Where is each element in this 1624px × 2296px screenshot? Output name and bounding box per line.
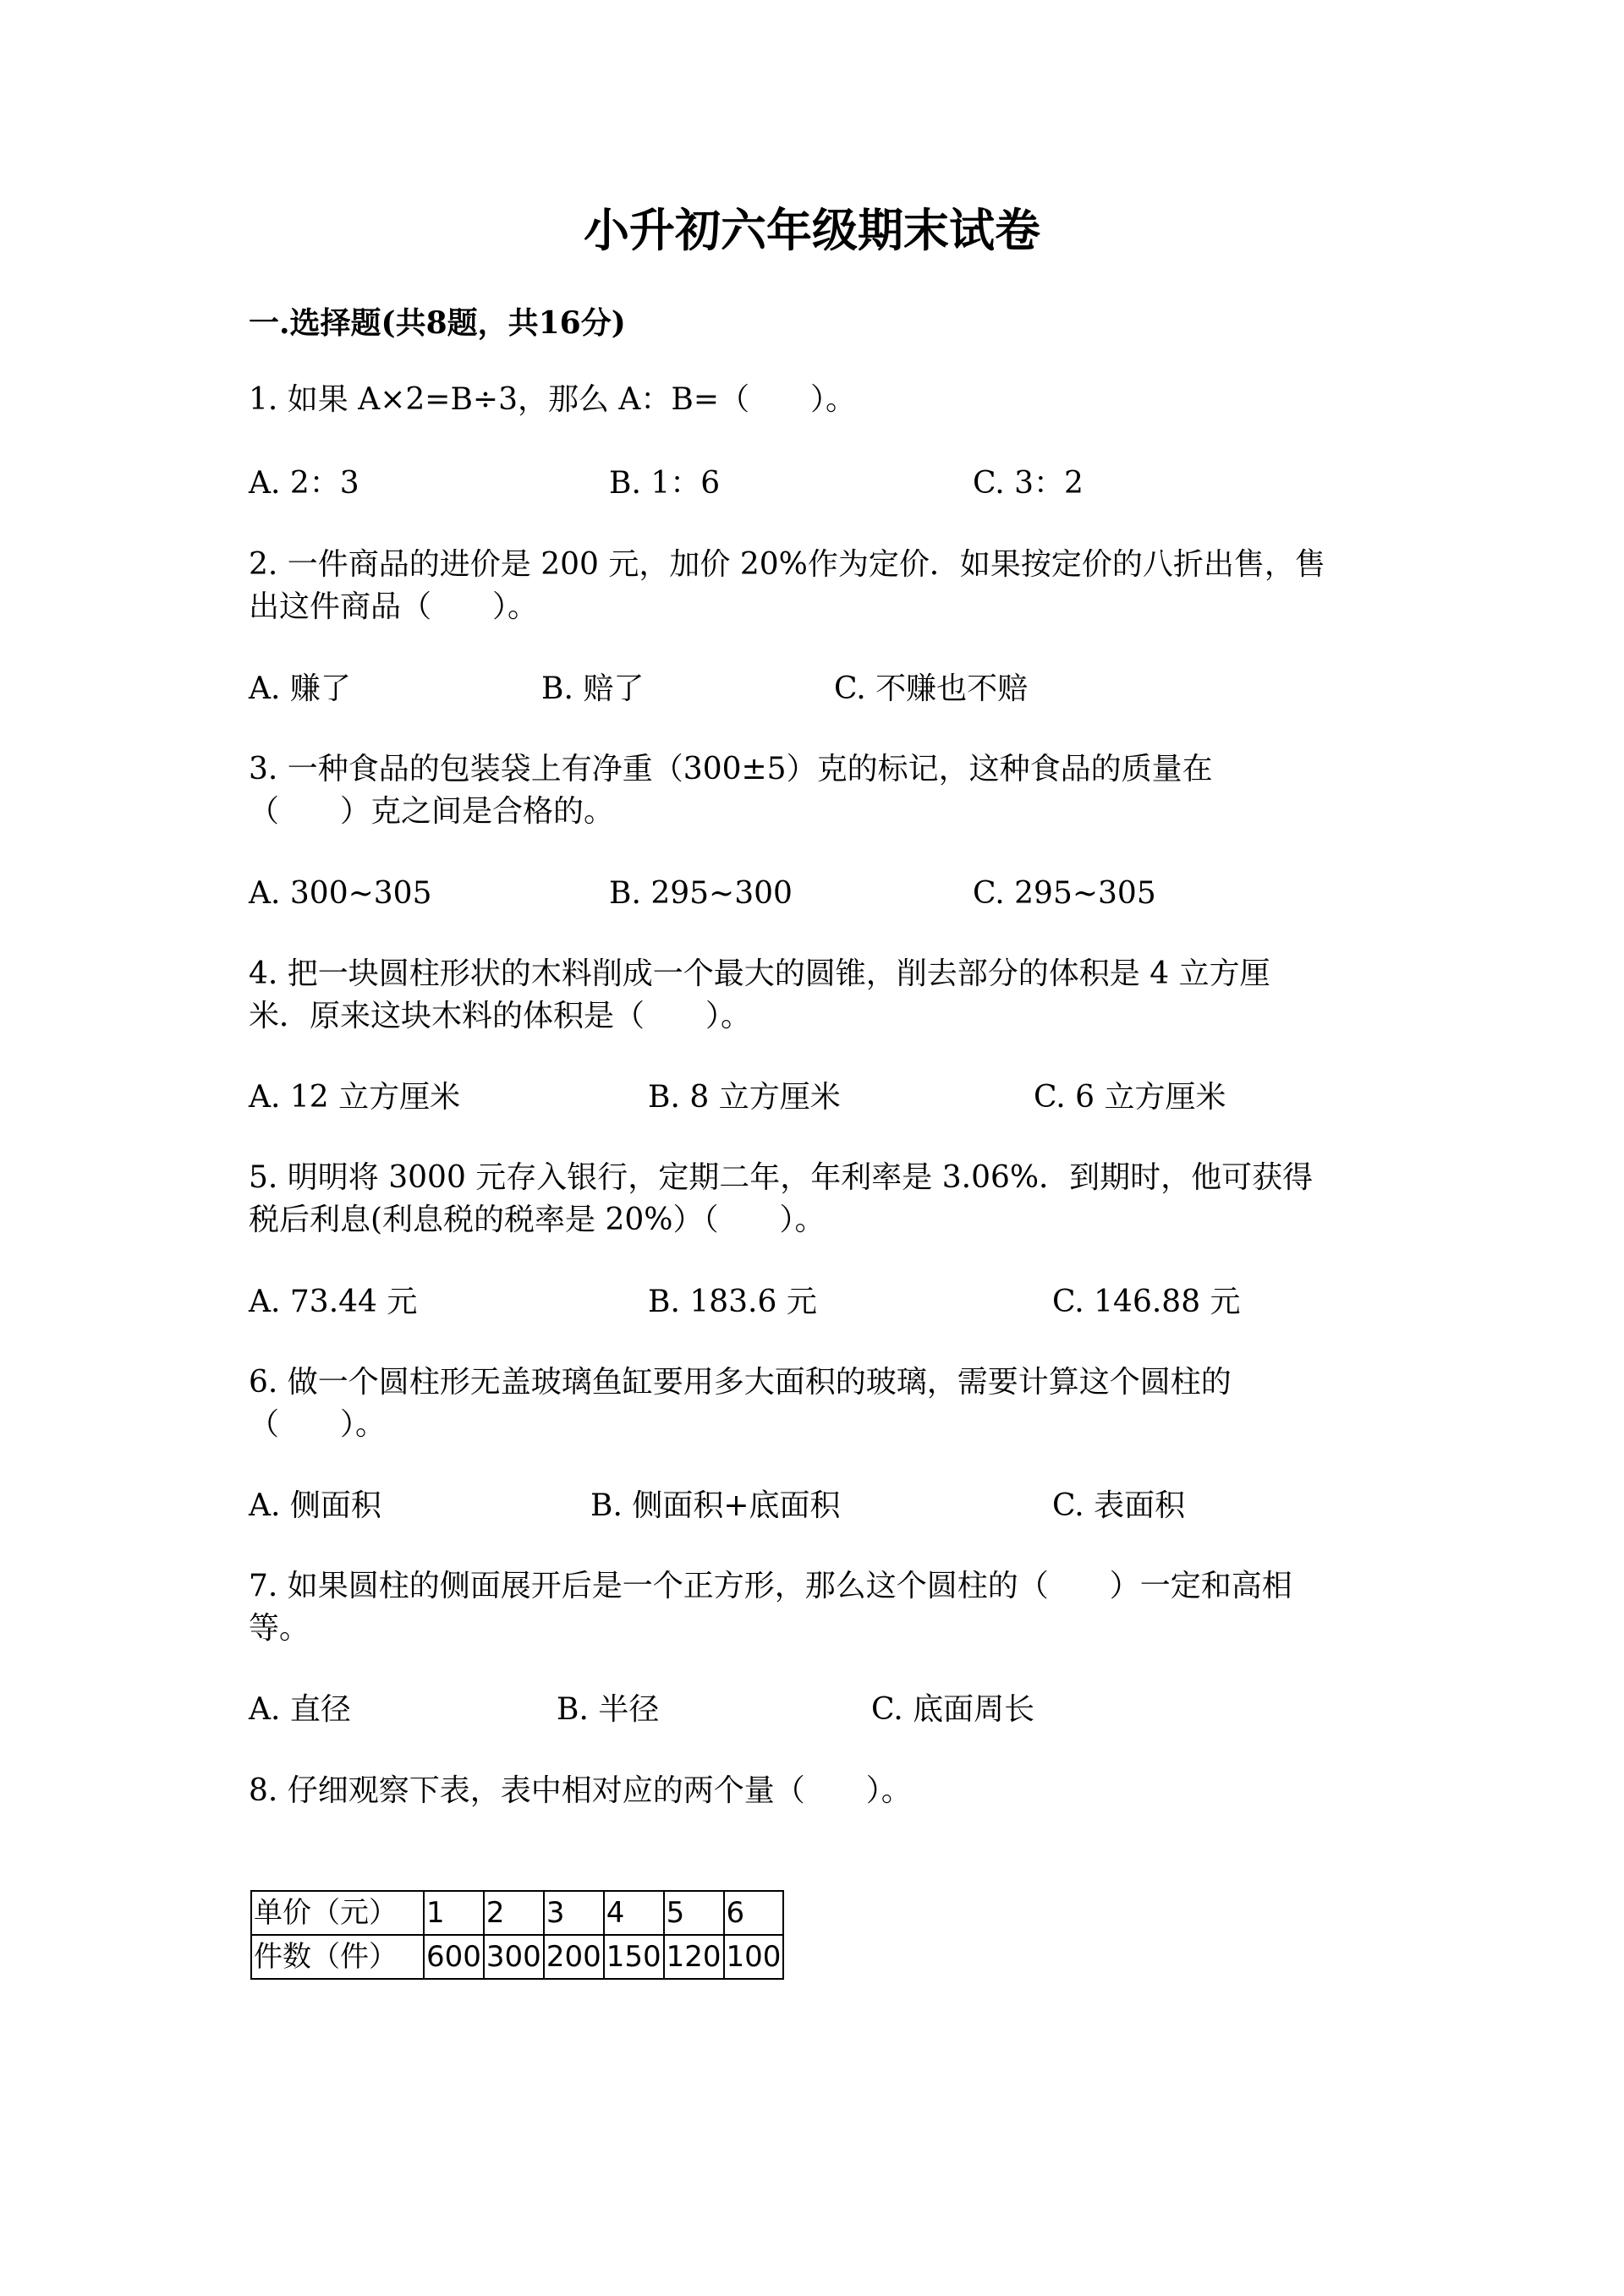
question-5-line-1: 5. 明明将 3000 元存入银行，定期二年，年利率是 3.06%．到期时，他可获得 <box>249 1160 1314 1195</box>
section-heading: 一.选择题(共8题，共16分) <box>249 305 626 341</box>
question-3-line-2: （ ）克之间是合格的。 <box>249 794 615 829</box>
table-cell: 600 <box>424 1935 484 1979</box>
option-b: B. 侧面积+底面积 <box>590 1488 841 1523</box>
price-quantity-table <box>250 1890 784 1980</box>
option-b: B. 1：6 <box>609 466 721 501</box>
question-1 <box>249 379 1399 421</box>
option-a: A. 赚了 <box>249 671 351 706</box>
table-cell: 300 <box>484 1935 544 1979</box>
table-row <box>251 1935 783 1979</box>
question-3 <box>249 748 1399 833</box>
option-a: A. 2：3 <box>249 466 359 501</box>
option-a: A. 12 立方厘米 <box>249 1080 461 1115</box>
option-c: C. 3：2 <box>973 466 1084 501</box>
question-6 <box>249 1362 1399 1446</box>
table-cell: 4 <box>604 1891 664 1935</box>
option-c: C. 6 立方厘米 <box>1034 1080 1226 1115</box>
option-a: A. 侧面积 <box>249 1488 381 1523</box>
table-cell: 200 <box>544 1935 604 1979</box>
option-b: B. 赔了 <box>541 671 645 706</box>
table-cell: 1 <box>424 1891 484 1935</box>
exam-title: 小升初六年级期末试卷 <box>584 203 1040 257</box>
question-5-line-2: 税后利息(利息税的税率是 20%）（ ）。 <box>249 1203 826 1237</box>
question-8-text: 8. 仔细观察下表，表中相对应的两个量（ ）。 <box>249 1773 912 1808</box>
option-c: C. 底面周长 <box>871 1692 1035 1727</box>
option-c: C. 不赚也不赔 <box>834 671 1029 706</box>
table-row-header: 单价（元） <box>251 1891 424 1935</box>
option-b: B. 8 立方厘米 <box>648 1080 841 1115</box>
question-2-line-2: 出这件商品（ ）。 <box>249 589 539 624</box>
question-2 <box>249 544 1399 628</box>
question-4-line-2: 米．原来这块木料的体积是（ ）。 <box>249 999 752 1033</box>
option-c: C. 295~305 <box>973 876 1156 911</box>
question-3-line-1: 3. 一种食品的包装袋上有净重（300±5）克的标记，这种食品的质量在 <box>249 752 1213 786</box>
table-row <box>251 1891 783 1935</box>
option-c: C. 表面积 <box>1052 1488 1186 1523</box>
table-cell: 2 <box>484 1891 544 1935</box>
table-cell: 120 <box>664 1935 724 1979</box>
option-a: A. 73.44 元 <box>249 1285 418 1319</box>
question-6-line-1: 6. 做一个圆柱形无盖玻璃鱼缸要用多大面积的玻璃，需要计算这个圆柱的 <box>249 1365 1232 1400</box>
option-a: A. 直径 <box>249 1692 351 1727</box>
table-cell: 150 <box>604 1935 664 1979</box>
option-b: B. 半径 <box>557 1692 660 1727</box>
table-cell: 5 <box>664 1891 724 1935</box>
question-1-options <box>249 463 1399 505</box>
question-7-line-2: 等。 <box>249 1611 310 1646</box>
table-cell: 6 <box>724 1891 784 1935</box>
question-8 <box>249 1770 1399 1812</box>
question-6-options <box>249 1485 1399 1527</box>
option-c: C. 146.88 元 <box>1052 1285 1241 1319</box>
question-4-options <box>249 1077 1399 1119</box>
question-1-text: 1. 如果 A×2=B÷3，那么 A：B=（ ）。 <box>249 382 857 417</box>
question-5-options <box>249 1281 1399 1323</box>
question-5 <box>249 1157 1399 1241</box>
table-row-header: 件数（件） <box>251 1935 424 1979</box>
option-b: B. 183.6 元 <box>648 1285 817 1319</box>
question-6-line-2: （ ）。 <box>249 1407 387 1442</box>
question-2-options <box>249 668 1399 710</box>
table-cell: 3 <box>544 1891 604 1935</box>
question-7-line-1: 7. 如果圆柱的侧面展开后是一个正方形，那么这个圆柱的（ ）一定和高相 <box>249 1569 1292 1603</box>
question-4-line-1: 4. 把一块圆柱形状的木料削成一个最大的圆锥，削去部分的体积是 4 立方厘 <box>249 956 1270 991</box>
option-b: B. 295~300 <box>609 876 793 911</box>
question-4 <box>249 953 1399 1038</box>
option-a: A. 300~305 <box>249 876 432 911</box>
question-7 <box>249 1565 1399 1650</box>
table-cell: 100 <box>724 1935 784 1979</box>
question-7-options <box>249 1689 1399 1731</box>
question-2-line-1: 2. 一件商品的进价是 200 元，加价 20%作为定价．如果按定价的八折出售，售 <box>249 547 1325 582</box>
question-3-options <box>249 873 1399 915</box>
